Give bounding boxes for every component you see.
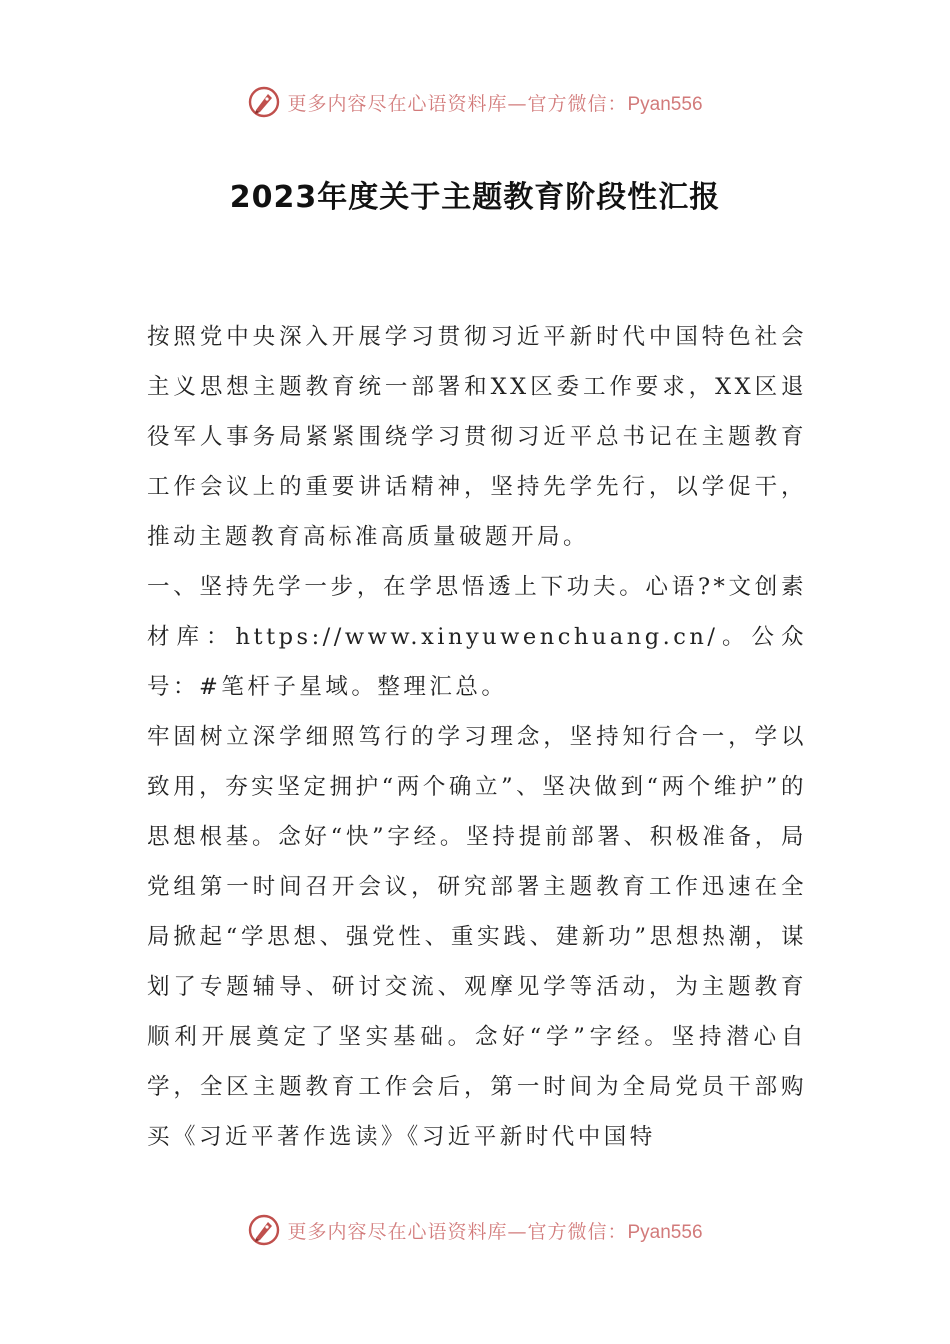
header-banner-contact: Pyan556 — [627, 93, 703, 115]
footer-banner-contact: Pyan556 — [627, 1221, 703, 1243]
footer-banner — [0, 1210, 950, 1250]
document-title: 2023年度关于主题教育阶段性汇报 — [229, 180, 721, 215]
paragraph-details: 牢固树立深学细照笃行的学习理念，坚持知行合一，学以致用，夯实坚定拥护“两个确立”、坚决做到“两个维护”的思想根基。念好“快”字经。坚持提前部署、积极准备，局党组第一时间召开会议，研究部署主题教育工作迅速在全局掀起“学思想、强党性、重实践、建新功”思想热潮，谋划了专题辅导、研讨交流、观摩见学等活动，为主题教育顺利开展奠定了坚实基础。念好“学”字经。坚持潜心自学，全区主题教育工作会后，第一时间为全局党员干部购买《习近平著作选读》《习近平新时代中国特 — [147, 724, 807, 1150]
header-banner-text: 更多内容尽在心语资料库—官方微信：Pyan556 — [287, 92, 703, 115]
paragraph-intro: 按照党中央深入开展学习贯彻习近平新时代中国特色社会主义思想主题教育统一部署和XX区委工作要求，XX区退役军人事务局紧紧围绕学习贯彻习近平总书记在主题教育工作会议上的重要讲话精神，坚持先学先行，以学促干，推动主题教育高标准高质量破题开局。 — [147, 324, 807, 550]
paragraph-section-one: 一、坚持先学一步，在学思悟透上下功夫。心语?*文创素材库：https://www.xinyuwenchuang.cn/。公众号：#笔杆子星域。整理汇总。 — [147, 574, 807, 700]
pen-nib-logo-icon — [247, 85, 281, 119]
pen-nib-logo-icon — [247, 1213, 281, 1247]
document-body — [147, 312, 807, 1162]
footer-banner-text: 更多内容尽在心语资料库—官方微信：Pyan556 — [287, 1220, 703, 1243]
header-banner — [0, 82, 950, 122]
